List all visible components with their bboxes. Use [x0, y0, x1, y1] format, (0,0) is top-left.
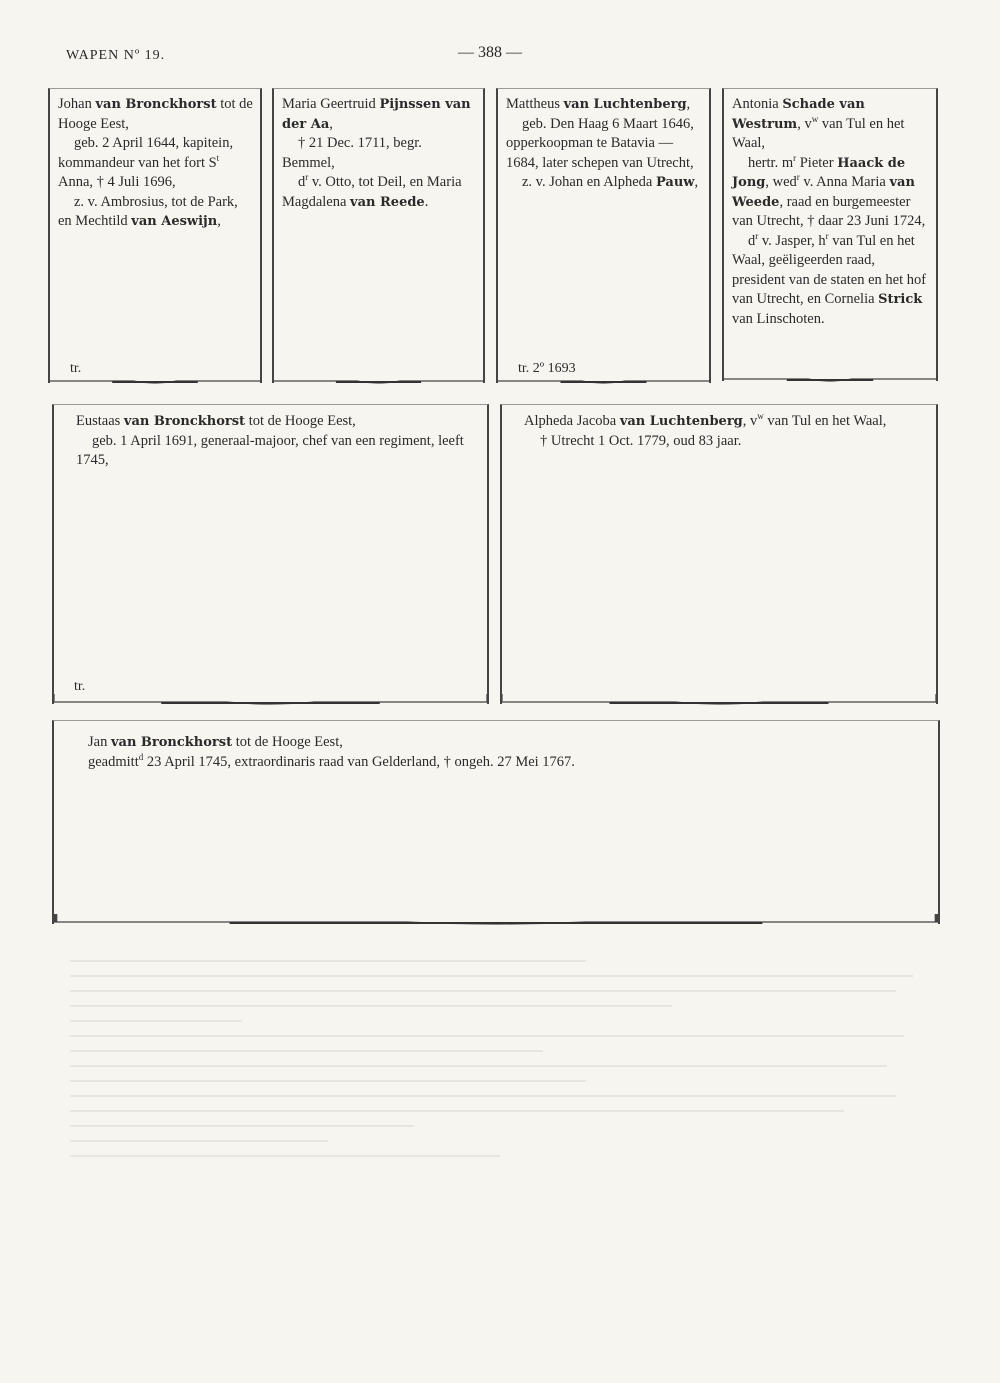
- card-name-line: Mattheus van Luchtenberg,: [506, 96, 691, 112]
- card-parents-line: z. v. Ambrosius, tot de Park, en Mechtild van Aeswijn,: [58, 193, 238, 229]
- genealogy-card-mattheus: [496, 88, 711, 383]
- card-name-line: Alpheda Jacoba van Luchtenberg, $v^w$ van Tul en het Waal,: [524, 411, 887, 429]
- card-name-line: Johan van Bronckhorst tot de Hooge Eest,: [58, 96, 253, 132]
- card-parents-line: $d^r$ v. Otto, tot Deil, en Maria Magdalena van Reede.: [282, 172, 462, 210]
- card-name-line: Eustaas van Bronckhorst tot de Hooge Eest,: [76, 413, 356, 429]
- card-bottom-rule: [722, 371, 938, 383]
- card-bottom-rule: [52, 694, 489, 706]
- card-bottom-rule: [272, 373, 485, 385]
- card-text: [50, 89, 260, 232]
- card-text: [502, 405, 936, 451]
- card-birth-line: geb. 2 April 1644, kapitein, kommandeur van het fort $S^t$ Anna, † 4 Juli 1696,: [58, 135, 234, 190]
- married-marker: tr.: [70, 361, 82, 376]
- card-bottom-rule: [48, 373, 262, 385]
- card-text: [54, 721, 938, 772]
- card-parents-line: $d^r$ v. Jasper, $h^r$ van Tul en het Waal, geëligeerden raad, president van de staten en het hof van Utrecht, en Cornelia Strick van Linschoten.: [732, 230, 927, 327]
- card-birth-line: geb. Den Haag 6 Maart 1646, opperkoopman te Batavia — 1684, later schepen van Utrecht,: [506, 115, 694, 171]
- card-text: [274, 89, 483, 212]
- card-bottom-rule: [496, 373, 711, 385]
- card-admission-line: geadmitt$^d$ 23 April 1745, extraordinaris raad van Gelderland, † ongeh. 27 Mei 1767.: [88, 751, 575, 770]
- show-through-text: [70, 960, 930, 1220]
- card-name-line: Maria Geertruid Pijnssen van der Aa,: [282, 96, 471, 132]
- genealogy-card-alpheda: [500, 404, 938, 704]
- genealogy-card-johan: [48, 88, 262, 383]
- married-marker: tr. 2º 1693: [518, 361, 576, 376]
- card-death-line: † Utrecht 1 Oct. 1779, oud 83 jaar.: [540, 432, 742, 449]
- card-text: [724, 89, 936, 329]
- card-text: [54, 405, 487, 471]
- page-number: — 388 —: [458, 44, 522, 61]
- card-birth-line: geb. 1 April 1691, generaal-majoor, chef van een regiment, leeft 1745,: [76, 432, 464, 468]
- married-marker: tr.: [74, 679, 86, 694]
- card-parents-line: z. v. Johan en Alpheda Pauw,: [522, 174, 699, 190]
- card-remarriage-line: hertr. $m^r$ Pieter Haack de Jong, wed$^r$ v. Anna Maria van Weede, raad en burgemeester van Utrecht, † daar 23 Juni 1724,: [732, 152, 926, 229]
- wapen-number: WAPEN Nº 19.: [66, 48, 166, 63]
- card-name-line: Jan van Bronckhorst tot de Hooge Eest,: [88, 734, 343, 750]
- card-bottom-rule: [52, 914, 940, 926]
- genealogy-card-antonia: [722, 88, 938, 381]
- genealogy-card-maria: [272, 88, 485, 383]
- card-bottom-rule: [500, 694, 938, 706]
- page-header: [0, 44, 1000, 68]
- card-text: [498, 89, 709, 193]
- card-death-line: † 21 Dec. 1711, begr. Bemmel,: [282, 135, 422, 171]
- card-name-line: Antonia Schade van Westrum, $v^w$ van Tul en het Waal,: [732, 96, 905, 151]
- genealogy-card-jan: [52, 720, 940, 924]
- genealogy-card-eustaas: [52, 404, 489, 704]
